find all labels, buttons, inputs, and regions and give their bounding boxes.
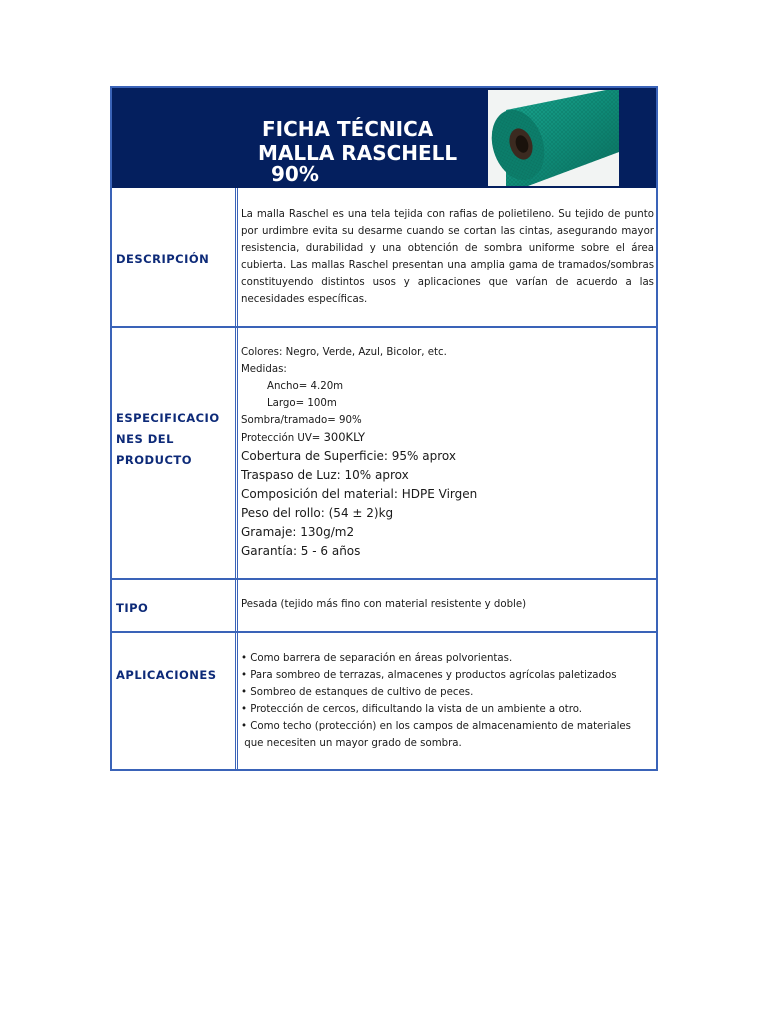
row-divider: [112, 578, 656, 580]
spec-garantia: Garantía: 5 - 6 años: [241, 544, 361, 558]
column-divider: [235, 188, 238, 771]
list-item: que necesiten un mayor grado de sombra.: [241, 738, 462, 749]
title-line-2: MALLA RASCHELL: [258, 141, 458, 165]
descripcion-label: DESCRIPCIÓN: [116, 252, 210, 266]
spec-gramaje: Gramaje: 130g/m2: [241, 525, 355, 539]
list-item: • Sombreo de estanques de cultivo de peces.: [241, 687, 474, 698]
spec-sombra: Sombra/tramado= 90%: [241, 415, 362, 426]
row-divider: [112, 326, 656, 328]
descripcion-text: La malla Raschel es una tela tejida con rafias de polietileno. Su tejido de punto por urdimbre evita su desarme cuando se cortan las cintas, asegurando mayor resistencia, durabilidad y una obtención de sombra uniforme sobre el área cubierta. Las mallas Raschel presentan una amplia gama de tramados/sombras constituyendo distintos usos y aplicaciones que varían de acuerdo a las necesidades específicas.: [241, 209, 654, 305]
spec-traspaso: Traspaso de Luz: 10% aprox: [241, 468, 409, 482]
spec-composicion: Composición del material: HDPE Virgen: [241, 487, 478, 501]
spec-proteccion: Protección UV= 300KLY: [241, 430, 366, 444]
spec-cobertura: Cobertura de Superficie: 95% aprox: [241, 449, 456, 463]
list-item: • Como techo (protección) en los campos de almacenamiento de materiales: [241, 721, 631, 732]
title-line-1: FICHA TÉCNICA: [262, 117, 434, 141]
tipo-text: Pesada (tejido más fino con material resistente y doble): [241, 599, 527, 610]
technical-sheet: [110, 86, 658, 771]
mesh-roll-illustration: [488, 90, 619, 186]
spec-peso: Peso del rollo: (54 ± 2)kg: [241, 506, 394, 520]
especificaciones-list: [241, 344, 654, 561]
header-banner: [112, 88, 656, 188]
spec-colores: Colores: Negro, Verde, Azul, Bicolor, etc.: [241, 347, 447, 358]
row-divider: [112, 631, 656, 633]
aplicaciones-list: [241, 650, 654, 752]
aplicaciones-label: APLICACIONES: [116, 668, 217, 682]
title-line-3: 90%: [271, 162, 319, 186]
list-item: • Para sombreo de terrazas, almacenes y productos agrícolas paletizados: [241, 670, 617, 681]
list-item: • Como barrera de separación en áreas polvorientas.: [241, 653, 513, 664]
mesh-roll-image: [488, 90, 619, 186]
especificaciones-label: ESPECIFICACIO NES DEL PRODUCTO: [116, 411, 220, 467]
tipo-label: TIPO: [116, 601, 149, 615]
spec-medidas: Medidas:: [241, 364, 287, 375]
spec-ancho: Ancho= 4.20m: [267, 381, 344, 392]
list-item: • Protección de cercos, dificultando la vista de un ambiente a otro.: [241, 704, 583, 715]
spec-largo: Largo= 100m: [267, 398, 337, 409]
